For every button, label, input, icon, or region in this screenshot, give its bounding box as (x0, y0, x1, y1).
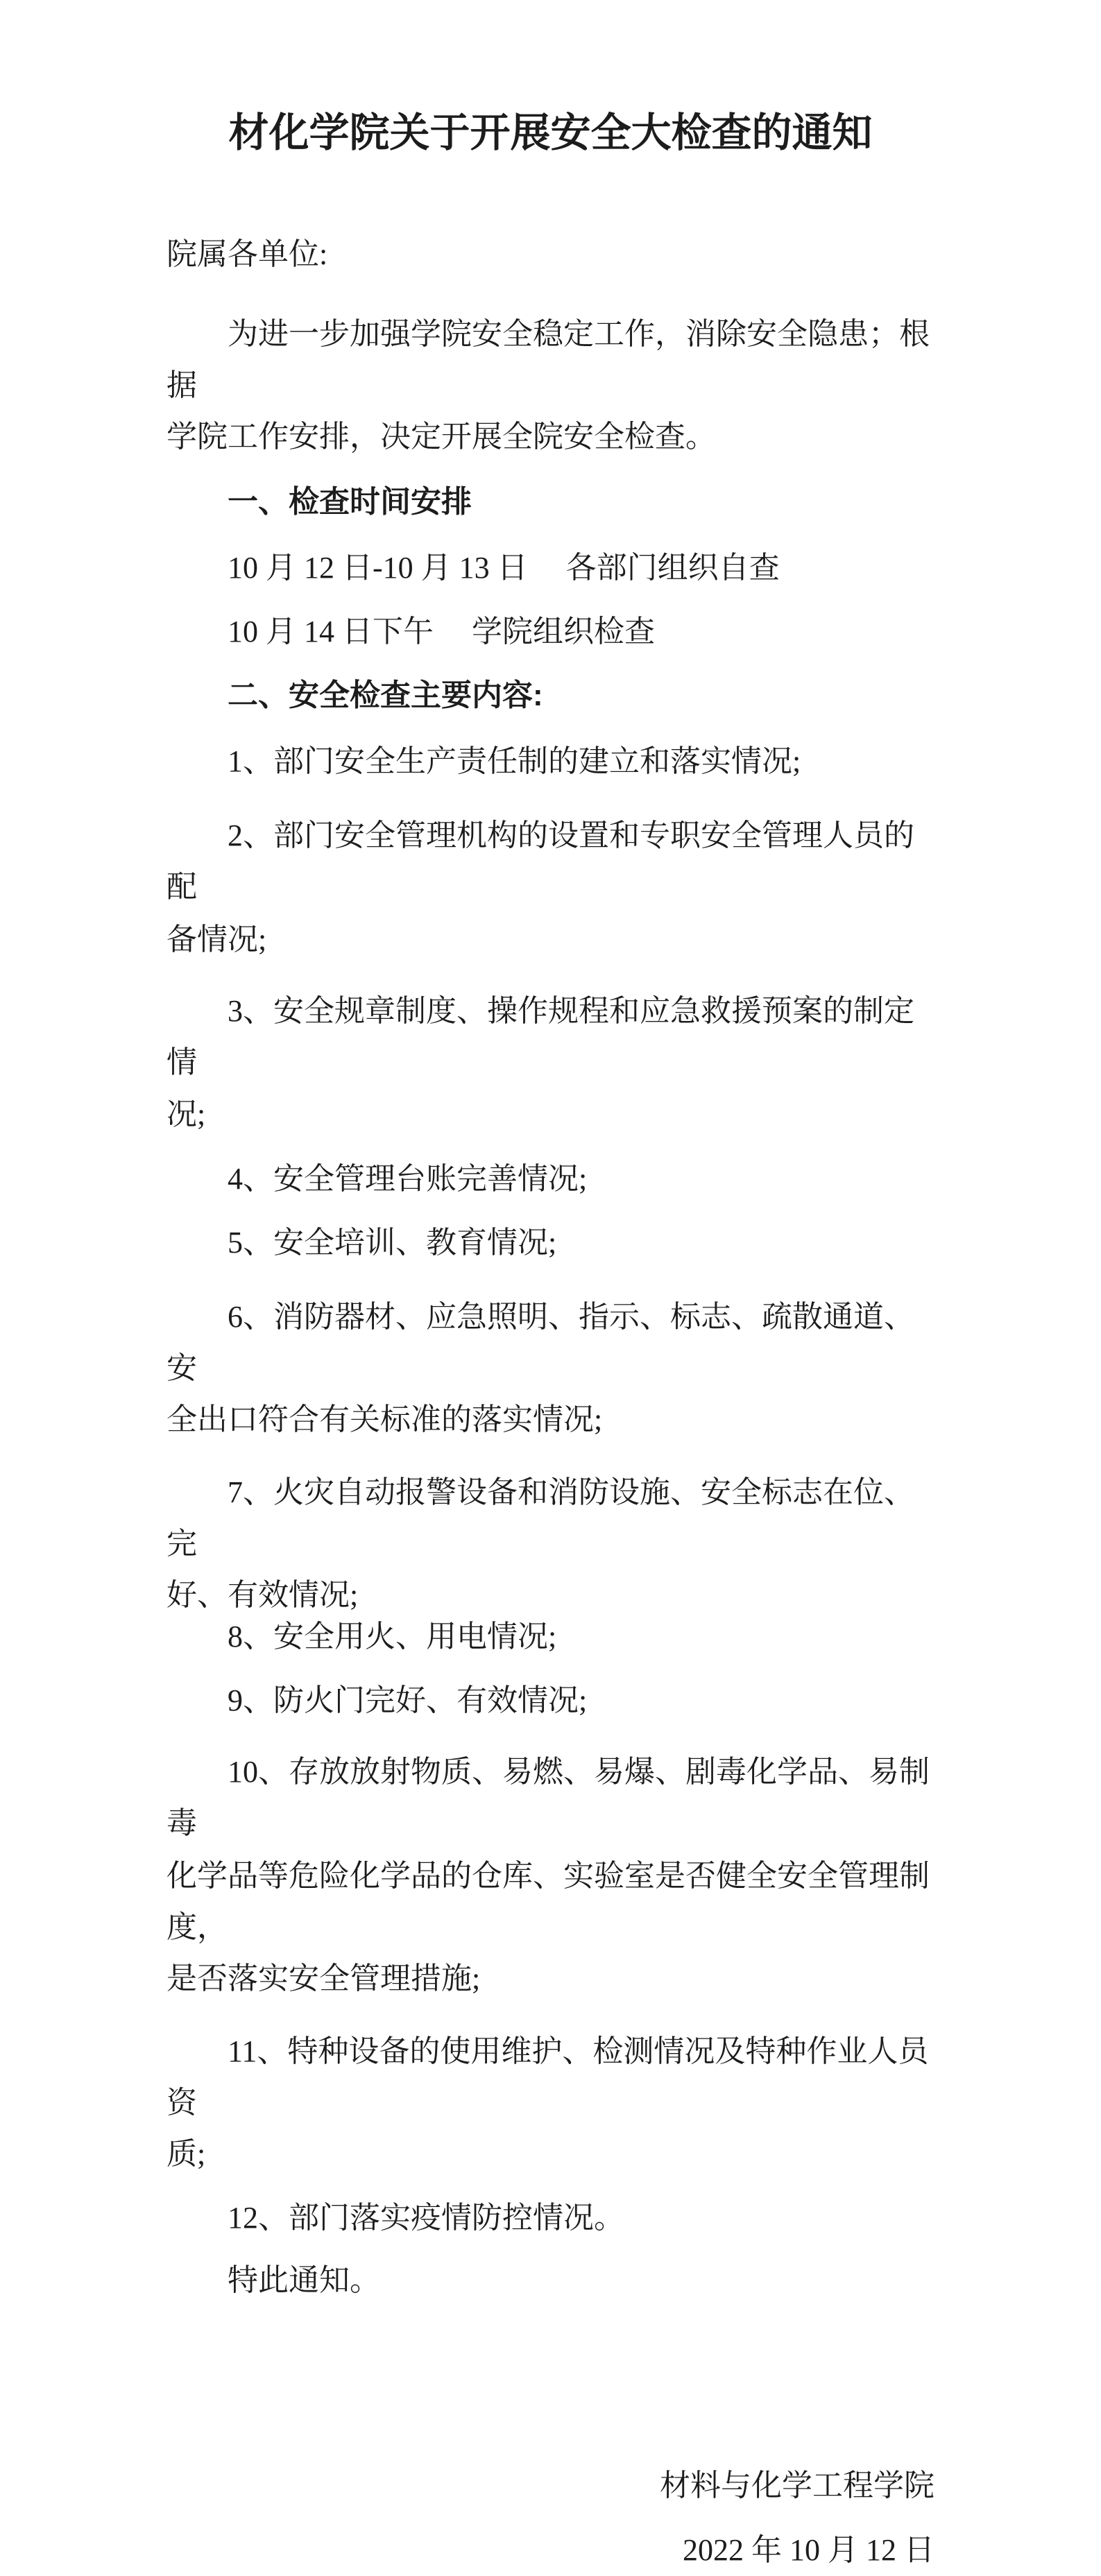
section2-heading: 二、安全检查主要内容: (228, 678, 543, 712)
list-item-9: 9、防火门完好、有效情况; (228, 1683, 588, 1717)
list-item-1: 1、部门安全生产责任制的建立和落实情况; (228, 744, 801, 778)
list-item-11-line-1: 11、特种设备的使用维护、检测情况及特种作业人员资 (167, 2034, 929, 2120)
list-item-7-line-1: 7、火灾自动报警设备和消防设施、安全标志在位、完 (167, 1475, 914, 1561)
list-item-5: 5、安全培训、教育情况; (228, 1226, 557, 1260)
list-item-10-line-3: 是否落实安全管理措施; (167, 1961, 481, 1995)
list-item-10-line-1: 10、存放放射物质、易燃、易爆、剧毒化学品、易制毒 (167, 1755, 930, 1840)
schedule-item-2: 10 月 14 日下午 学院组织检查 (228, 615, 655, 649)
list-item-12: 12、部门落实疫情防控情况。 (228, 2201, 624, 2235)
list-item-6-line-2: 全出口符合有关标准的落实情况; (167, 1402, 603, 1436)
closing-line: 特此通知。 (228, 2263, 380, 2297)
signature-unit: 材料与化学工程学院 (660, 2468, 934, 2502)
list-item-8: 8、安全用火、用电情况; (228, 1620, 557, 1654)
list-item-10-line-2: 化学品等危险化学品的仓库、实验室是否健全安全管理制度， (167, 1859, 930, 1944)
intro-line-1: 为进一步加强学院安全稳定工作，消除安全隐患；根据 (167, 317, 930, 402)
list-item-3-line-2: 况; (167, 1097, 206, 1131)
section1-heading: 一、检查时间安排 (228, 485, 472, 519)
salutation: 院属各单位: (167, 237, 328, 271)
intro-line-2: 学院工作安排，决定开展全院安全检查。 (167, 420, 716, 454)
schedule-item-1: 10 月 12 日-10 月 13 日 各部门组织自查 (228, 551, 780, 585)
list-item-2-line-1: 2、部门安全管理机构的设置和专职安全管理人员的配 (167, 818, 914, 904)
list-item-4: 4、安全管理台账完善情况; (228, 1162, 588, 1196)
list-item-2-line-2: 备情况; (167, 922, 267, 956)
document-title: 材化学院关于开展安全大检查的通知 (228, 110, 873, 155)
list-item-11-line-2: 质; (167, 2137, 206, 2171)
list-item-3-line-1: 3、安全规章制度、操作规程和应急救援预案的制定情 (167, 994, 914, 1079)
list-item-6-line-1: 6、消防器材、应急照明、指示、标志、疏散通道、安 (167, 1300, 914, 1385)
list-item-7-line-2: 好、有效情况; (167, 1578, 359, 1612)
signature-date: 2022 年 10 月 12 日 (683, 2533, 934, 2567)
